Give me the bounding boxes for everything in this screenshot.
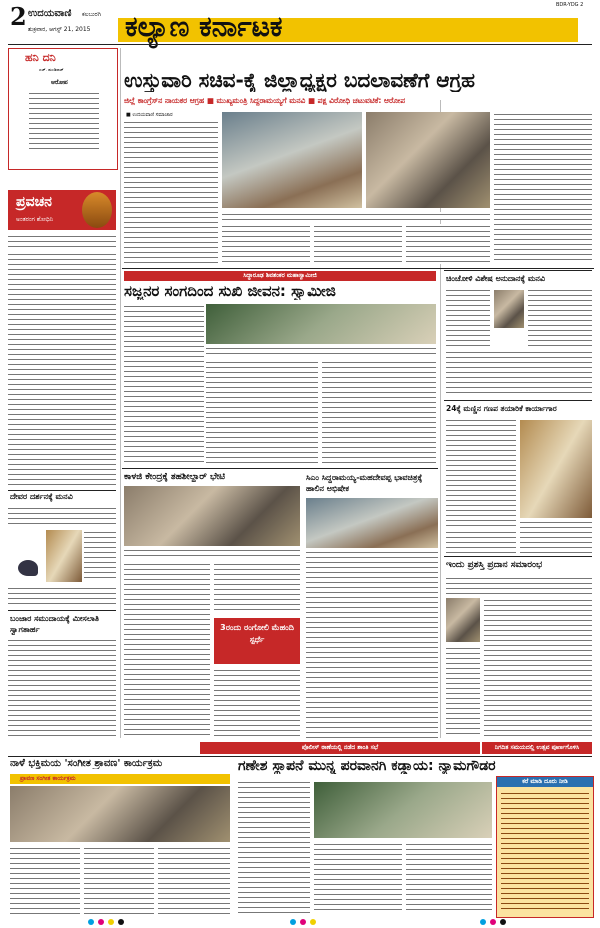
cm-headline: ಸಿಎಂ ಸಿದ್ದರಾಮಯ್ಯ-ಮಹದೇವಪ್ಪ ಭಾವಚಿತ್ರಕ್ಕೆ ಹಾಲಿನ ಅಭಿಷೇಕ xyxy=(306,473,423,493)
section-title: ಕಲ್ಯಾಣ ಕರ್ನಾಟಕ xyxy=(125,10,283,43)
sangeetha-banner xyxy=(10,774,230,784)
swamiji-kicker: ಸಿದ್ಧಾರೂಢ ಶಿವಶಂಕರ ಮಹಾಸ್ವಾಮೀಜಿ xyxy=(124,271,436,281)
devara-headline: ದೇವರ ದರ್ಶನಕ್ಕೆ ಮನವಿ xyxy=(10,492,73,501)
bird-icon xyxy=(18,560,38,576)
right-headline-1: ಚಿಂಚೋಳಿ ವಿಶೇಷ ಅನುದಾನಕ್ಕೆ ಮನವಿ xyxy=(446,274,546,283)
ganesha-meeting-photo xyxy=(314,782,492,838)
pravachana-body xyxy=(8,252,116,486)
pravachana-sub: ಅಂತರಂಗ ಶೋಧಿನಿ xyxy=(16,216,54,223)
swamiji-photo xyxy=(82,192,112,228)
banjara-headline: ಬಂಜಾರ ಸಮುದಾಯಕ್ಕೆ ಮೀಸಲಾತಿ ಸ್ವಾಗತಾರ್ಹ xyxy=(10,614,100,634)
god-image xyxy=(46,530,82,582)
kalaji-photo xyxy=(124,486,300,546)
lead-byline: ■ ಉದಯವಾಣಿ ಸಮಾಚಾರ xyxy=(126,112,173,118)
lead-photo-1 xyxy=(222,112,362,208)
pravachana-box xyxy=(8,190,116,230)
pravachana-title: ಪ್ರವಚನ xyxy=(16,194,52,210)
page-number: 2 xyxy=(10,2,27,31)
right-headline-3: ಇಂದು ಪ್ರಶಸ್ತಿ ಪ್ರದಾನ ಸಮಾರಂಭ xyxy=(446,560,543,570)
paper-name: ಉದಯವಾಣಿ xyxy=(28,8,72,19)
complaint-box-title: ಕರೆ ಮಾಡಿ ದೂರು ನೀಡಿ xyxy=(497,777,593,787)
masthead xyxy=(0,0,600,44)
lead-subhead: ಜಿಲ್ಲೆ ಕಾಂಗ್ರೆಸ್‌ನ ನಾಯಕರ ಆಗ್ರಹ ■ ಮುಖ್ಯಮಂತ್ರಿ ಸಿದ್ದರಾಮಯ್ಯಗೆ ಮನವಿ ■ ಪಕ್ಷ ವಿರೋಧಿ ಚಟುವಟಿಕೆ: ಆರೋಪ xyxy=(124,96,406,105)
sangeetha-photo xyxy=(10,786,230,842)
right-portrait-1 xyxy=(494,290,524,328)
bottom-strip-2: ನಿಗದಿತ ಸಮಯದಲ್ಲಿ ಉತ್ಸವ ಪೂರ್ಣಗೊಳಿಸಿ xyxy=(482,742,592,754)
complaint-box xyxy=(496,776,594,918)
print-marks xyxy=(0,918,600,928)
right-portrait-2 xyxy=(446,598,480,642)
hani-dani-logo: ಹನಿ ದನಿ xyxy=(25,51,56,64)
hani-author: ಎಚ್. ಡುಂಡಿರಾಜ್ xyxy=(39,67,64,72)
swamiji-headline: ಸಜ್ಜನರ ಸಂಗದಿಂದ ಸುಖಿ ಜೀವನ: ಸ್ವಾಮೀಜಿ xyxy=(124,282,336,300)
banner-text: ಪ್ರಾವಣ ಸಂಗೀತ ಕಾರ್ಯಕ್ರಮ xyxy=(20,775,76,782)
hani-dani-box xyxy=(8,48,118,170)
city-name: ಕಲಬುರಗಿ xyxy=(82,11,102,18)
right-headline-2: 24ಕ್ಕೆ ಮಣ್ಣಿನ ಗಣಪ ತಯಾರಿಕೆ ಕಾರ್ಯಾಗಾರ xyxy=(446,404,557,413)
rangoli-text: 3ರಂದು ರಂಗೋಲಿ ಮೆಹಂದಿ ಸ್ಪರ್ಧೆ xyxy=(220,623,294,644)
ganesha-headline: ಗಣೇಶ ಸ್ಥಾಪನೆ ಮುನ್ನ ಪರವಾನಗಿ ಕಡ್ಡಾಯ: ನ್ಯಾಮಗೌಡರ xyxy=(238,758,496,774)
issue-date: ಶುಕ್ರವಾರ, ಆಗಸ್ಟ್ 21, 2015 xyxy=(28,26,91,33)
lead-headline: ಉಸ್ತುವಾರಿ ಸಚಿವ-ಕೈ ಜಿಲ್ಲಾಧ್ಯಕ್ಷರ ಬದಲಾವಣೆಗೆ ಆಗ್ರಹ xyxy=(124,68,476,92)
ganesha-idol-photo xyxy=(520,420,592,518)
cm-photo xyxy=(306,498,438,548)
kalaji-headline: ಕಾಳಜಿ ಕೇಂದ್ರಕ್ಕೆ ತಹಶೀಲ್ದಾರ್ ಭೇಟಿ xyxy=(124,472,226,482)
hani-title: ಆರೋಪ xyxy=(51,79,68,86)
bottom-strip: ಪೊಲೀಸ್ ಠಾಣೆಯಲ್ಲಿ ನಡೆದ ಶಾಂತಿ ಸಭೆ xyxy=(200,742,480,754)
edition-code: BDR-YDG 2 xyxy=(556,2,584,8)
sangeetha-headline: ನಾಳೆ ಭಕ್ತಿಮಯ 'ಸಂಗೀತ ಶ್ರಾವಣ' ಕಾರ್ಯಕ್ರಮ xyxy=(10,758,163,769)
swamiji-photo-stage xyxy=(206,304,436,344)
lead-photo-2 xyxy=(366,112,490,208)
rangoli-box xyxy=(214,618,300,664)
